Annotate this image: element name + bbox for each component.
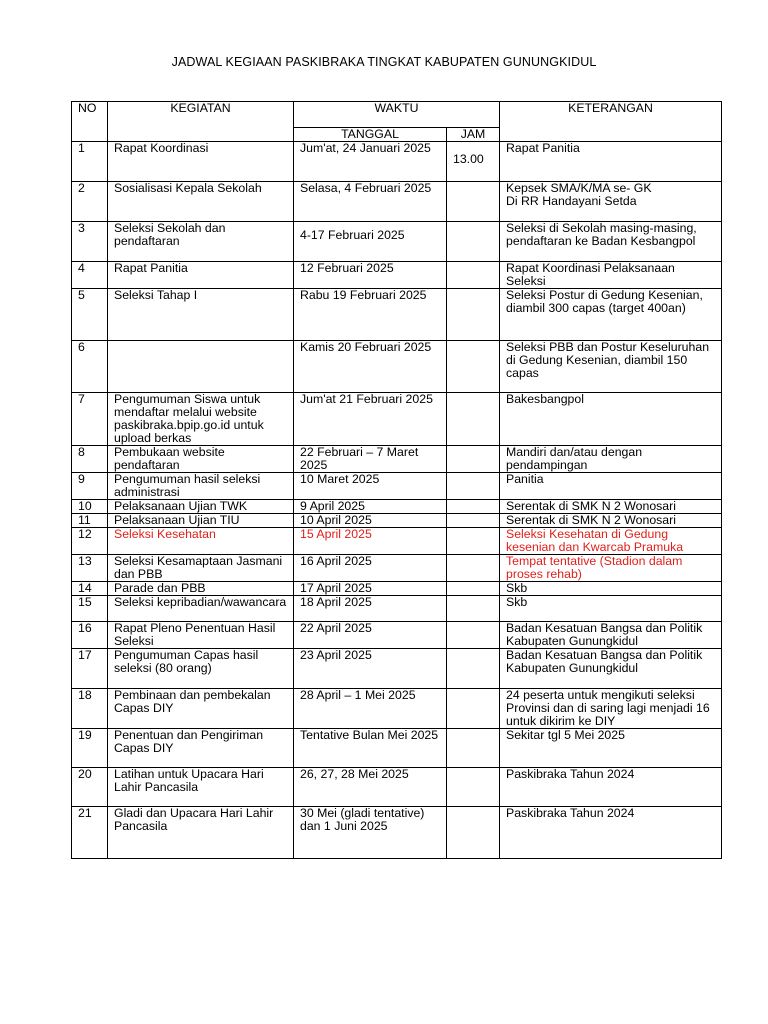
row-no: 17 <box>72 649 108 689</box>
row-kegiatan: Penentuan dan Pengiriman Capas DIY <box>108 729 294 768</box>
row-tanggal: Rabu 19 Februari 2025 <box>294 289 447 341</box>
header-no: NO <box>72 102 108 142</box>
row-kegiatan: Pembinaan dan pembekalan Capas DIY <box>108 689 294 729</box>
row-no: 21 <box>72 807 108 859</box>
row-kegiatan: Seleksi Tahap I <box>108 289 294 341</box>
row-tanggal: 17 April 2025 <box>294 582 447 596</box>
row-jam <box>447 649 500 689</box>
row-no: 1 <box>72 142 108 182</box>
table-row <box>72 473 722 500</box>
row-keterangan: Seleksi Postur di Gedung Kesenian, diambil 300 capas (target 400an) <box>500 289 722 341</box>
table-row <box>72 622 722 649</box>
row-jam <box>447 689 500 729</box>
row-jam <box>447 262 500 289</box>
row-kegiatan: Gladi dan Upacara Hari Lahir Pancasila <box>108 807 294 859</box>
row-keterangan: Paskibraka Tahun 2024 <box>500 807 722 859</box>
row-no: 19 <box>72 729 108 768</box>
table-row <box>72 262 722 289</box>
row-jam <box>447 446 500 473</box>
table-header-row <box>72 102 722 128</box>
row-kegiatan: Seleksi Kesehatan <box>108 528 294 555</box>
row-keterangan: Bakesbangpol <box>500 393 722 446</box>
row-tanggal: Selasa, 4 Februari 2025 <box>294 182 447 222</box>
row-tanggal: 10 April 2025 <box>294 514 447 528</box>
row-jam <box>447 222 500 262</box>
header-jam: JAM <box>447 128 500 142</box>
table-row <box>72 222 722 262</box>
document-title: JADWAL KEGIAAN PASKIBRAKA TINGKAT KABUPATEN GUNUNGKIDUL <box>171 55 597 69</box>
row-tanggal: 22 April 2025 <box>294 622 447 649</box>
row-jam <box>447 500 500 514</box>
row-keterangan: Tempat tentative (Stadion dalam proses rehab) <box>500 555 722 582</box>
row-keterangan: Seleksi PBB dan Postur Keseluruhan di Gedung Kesenian, diambil 150 capas <box>500 341 722 393</box>
row-keterangan: Rapat Koordinasi Pelaksanaan Seleksi <box>500 262 722 289</box>
row-tanggal: Tentative Bulan Mei 2025 <box>294 729 447 768</box>
row-no: 2 <box>72 182 108 222</box>
header-waktu: WAKTU <box>294 102 500 128</box>
row-no: 3 <box>72 222 108 262</box>
row-tanggal: 16 April 2025 <box>294 555 447 582</box>
header-kegiatan: KEGIATAN <box>108 102 294 142</box>
row-kegiatan: Seleksi kepribadian/wawancara <box>108 596 294 622</box>
row-jam <box>447 182 500 222</box>
row-no: 12 <box>72 528 108 555</box>
row-keterangan: Mandiri dan/atau dengan pendampingan <box>500 446 722 473</box>
table-row <box>72 182 722 222</box>
table-row <box>72 500 722 514</box>
row-keterangan: Serentak di SMK N 2 Wonosari <box>500 514 722 528</box>
row-keterangan: Badan Kesatuan Bangsa dan Politik Kabupaten Gunungkidul <box>500 622 722 649</box>
row-jam <box>447 473 500 500</box>
row-no: 15 <box>72 596 108 622</box>
table-row <box>72 582 722 596</box>
table-row <box>72 446 722 473</box>
row-kegiatan: Parade dan PBB <box>108 582 294 596</box>
row-tanggal: 15 April 2025 <box>294 528 447 555</box>
row-keterangan: Sekitar tgl 5 Mei 2025 <box>500 729 722 768</box>
row-tanggal: 26, 27, 28 Mei 2025 <box>294 768 447 807</box>
row-jam <box>447 555 500 582</box>
row-no: 20 <box>72 768 108 807</box>
row-kegiatan: Latihan untuk Upacara Hari Lahir Pancasila <box>108 768 294 807</box>
row-kegiatan: Rapat Koordinasi <box>108 142 294 182</box>
row-kegiatan: Seleksi Sekolah dan pendaftaran <box>108 222 294 262</box>
row-jam <box>447 596 500 622</box>
row-kegiatan <box>108 341 294 393</box>
table-row <box>72 514 722 528</box>
table-row <box>72 142 722 182</box>
table-row <box>72 768 722 807</box>
row-jam <box>447 768 500 807</box>
row-no: 6 <box>72 341 108 393</box>
table-row <box>72 689 722 729</box>
row-jam <box>447 622 500 649</box>
row-kegiatan: Pembukaan website pendaftaran <box>108 446 294 473</box>
row-no: 13 <box>72 555 108 582</box>
row-jam <box>447 807 500 859</box>
row-tanggal: Jum'at, 24 Januari 2025 <box>294 142 447 182</box>
row-tanggal: Jum'at 21 Februari 2025 <box>294 393 447 446</box>
row-tanggal: 30 Mei (gladi tentative) dan 1 Juni 2025 <box>294 807 447 859</box>
row-keterangan: Badan Kesatuan Bangsa dan Politik Kabupaten Gunungkidul <box>500 649 722 689</box>
row-no: 5 <box>72 289 108 341</box>
row-no: 4 <box>72 262 108 289</box>
row-tanggal: Kamis 20 Februari 2025 <box>294 341 447 393</box>
table-row <box>72 289 722 341</box>
row-no: 9 <box>72 473 108 500</box>
table-row <box>72 649 722 689</box>
row-no: 18 <box>72 689 108 729</box>
row-no: 10 <box>72 500 108 514</box>
row-tanggal: 28 April – 1 Mei 2025 <box>294 689 447 729</box>
row-jam: 13.00 <box>447 142 500 182</box>
row-jam <box>447 393 500 446</box>
row-keterangan: Seleksi di Sekolah masing-masing, pendaftaran ke Badan Kesbangpol <box>500 222 722 262</box>
row-keterangan: Kepsek SMA/K/MA se- GK Di RR Handayani Setda <box>500 182 722 222</box>
row-no: 16 <box>72 622 108 649</box>
row-tanggal: 4-17 Februari 2025 <box>294 222 447 262</box>
row-keterangan: 24 peserta untuk mengikuti seleksi Provinsi dan di saring lagi menjadi 16 untuk dikirim ke DIY <box>500 689 722 729</box>
header-tanggal: TANGGAL <box>294 128 447 142</box>
row-keterangan: Rapat Panitia <box>500 142 722 182</box>
row-kegiatan: Sosialisasi Kepala Sekolah <box>108 182 294 222</box>
table-row <box>72 528 722 555</box>
row-jam <box>447 582 500 596</box>
row-no: 8 <box>72 446 108 473</box>
row-kegiatan: Pelaksanaan Ujian TIU <box>108 514 294 528</box>
table-row <box>72 596 722 622</box>
row-keterangan: Seleksi Kesehatan di Gedung kesenian dan Kwarcab Pramuka <box>500 528 722 555</box>
row-keterangan: Serentak di SMK N 2 Wonosari <box>500 500 722 514</box>
row-no: 11 <box>72 514 108 528</box>
row-tanggal: 12 Februari 2025 <box>294 262 447 289</box>
row-kegiatan: Pelaksanaan Ujian TWK <box>108 500 294 514</box>
table-row <box>72 555 722 582</box>
row-keterangan: Panitia <box>500 473 722 500</box>
row-jam <box>447 341 500 393</box>
row-keterangan: Skb <box>500 596 722 622</box>
row-jam <box>447 289 500 341</box>
row-tanggal: 9 April 2025 <box>294 500 447 514</box>
row-tanggal: 22 Februari – 7 Maret 2025 <box>294 446 447 473</box>
row-tanggal: 18 April 2025 <box>294 596 447 622</box>
row-keterangan: Skb <box>500 582 722 596</box>
row-kegiatan: Rapat Panitia <box>108 262 294 289</box>
table-row <box>72 393 722 446</box>
table-row <box>72 341 722 393</box>
header-keterangan: KETERANGAN <box>500 102 722 142</box>
row-kegiatan: Pengumuman hasil seleksi administrasi <box>108 473 294 500</box>
schedule-table <box>71 101 722 859</box>
row-tanggal: 10 Maret 2025 <box>294 473 447 500</box>
row-no: 7 <box>72 393 108 446</box>
row-jam <box>447 528 500 555</box>
row-kegiatan: Seleksi Kesamaptaan Jasmani dan PBB <box>108 555 294 582</box>
row-kegiatan: Pengumuman Capas hasil seleksi (80 orang) <box>108 649 294 689</box>
row-jam <box>447 729 500 768</box>
row-kegiatan: Rapat Pleno Penentuan Hasil Seleksi <box>108 622 294 649</box>
row-kegiatan: Pengumuman Siswa untuk mendaftar melalui website paskibraka.bpip.go.id untuk upload berkas <box>108 393 294 446</box>
row-tanggal: 23 April 2025 <box>294 649 447 689</box>
table-row <box>72 729 722 768</box>
table-row <box>72 807 722 859</box>
row-no: 14 <box>72 582 108 596</box>
row-jam <box>447 514 500 528</box>
row-keterangan: Paskibraka Tahun 2024 <box>500 768 722 807</box>
